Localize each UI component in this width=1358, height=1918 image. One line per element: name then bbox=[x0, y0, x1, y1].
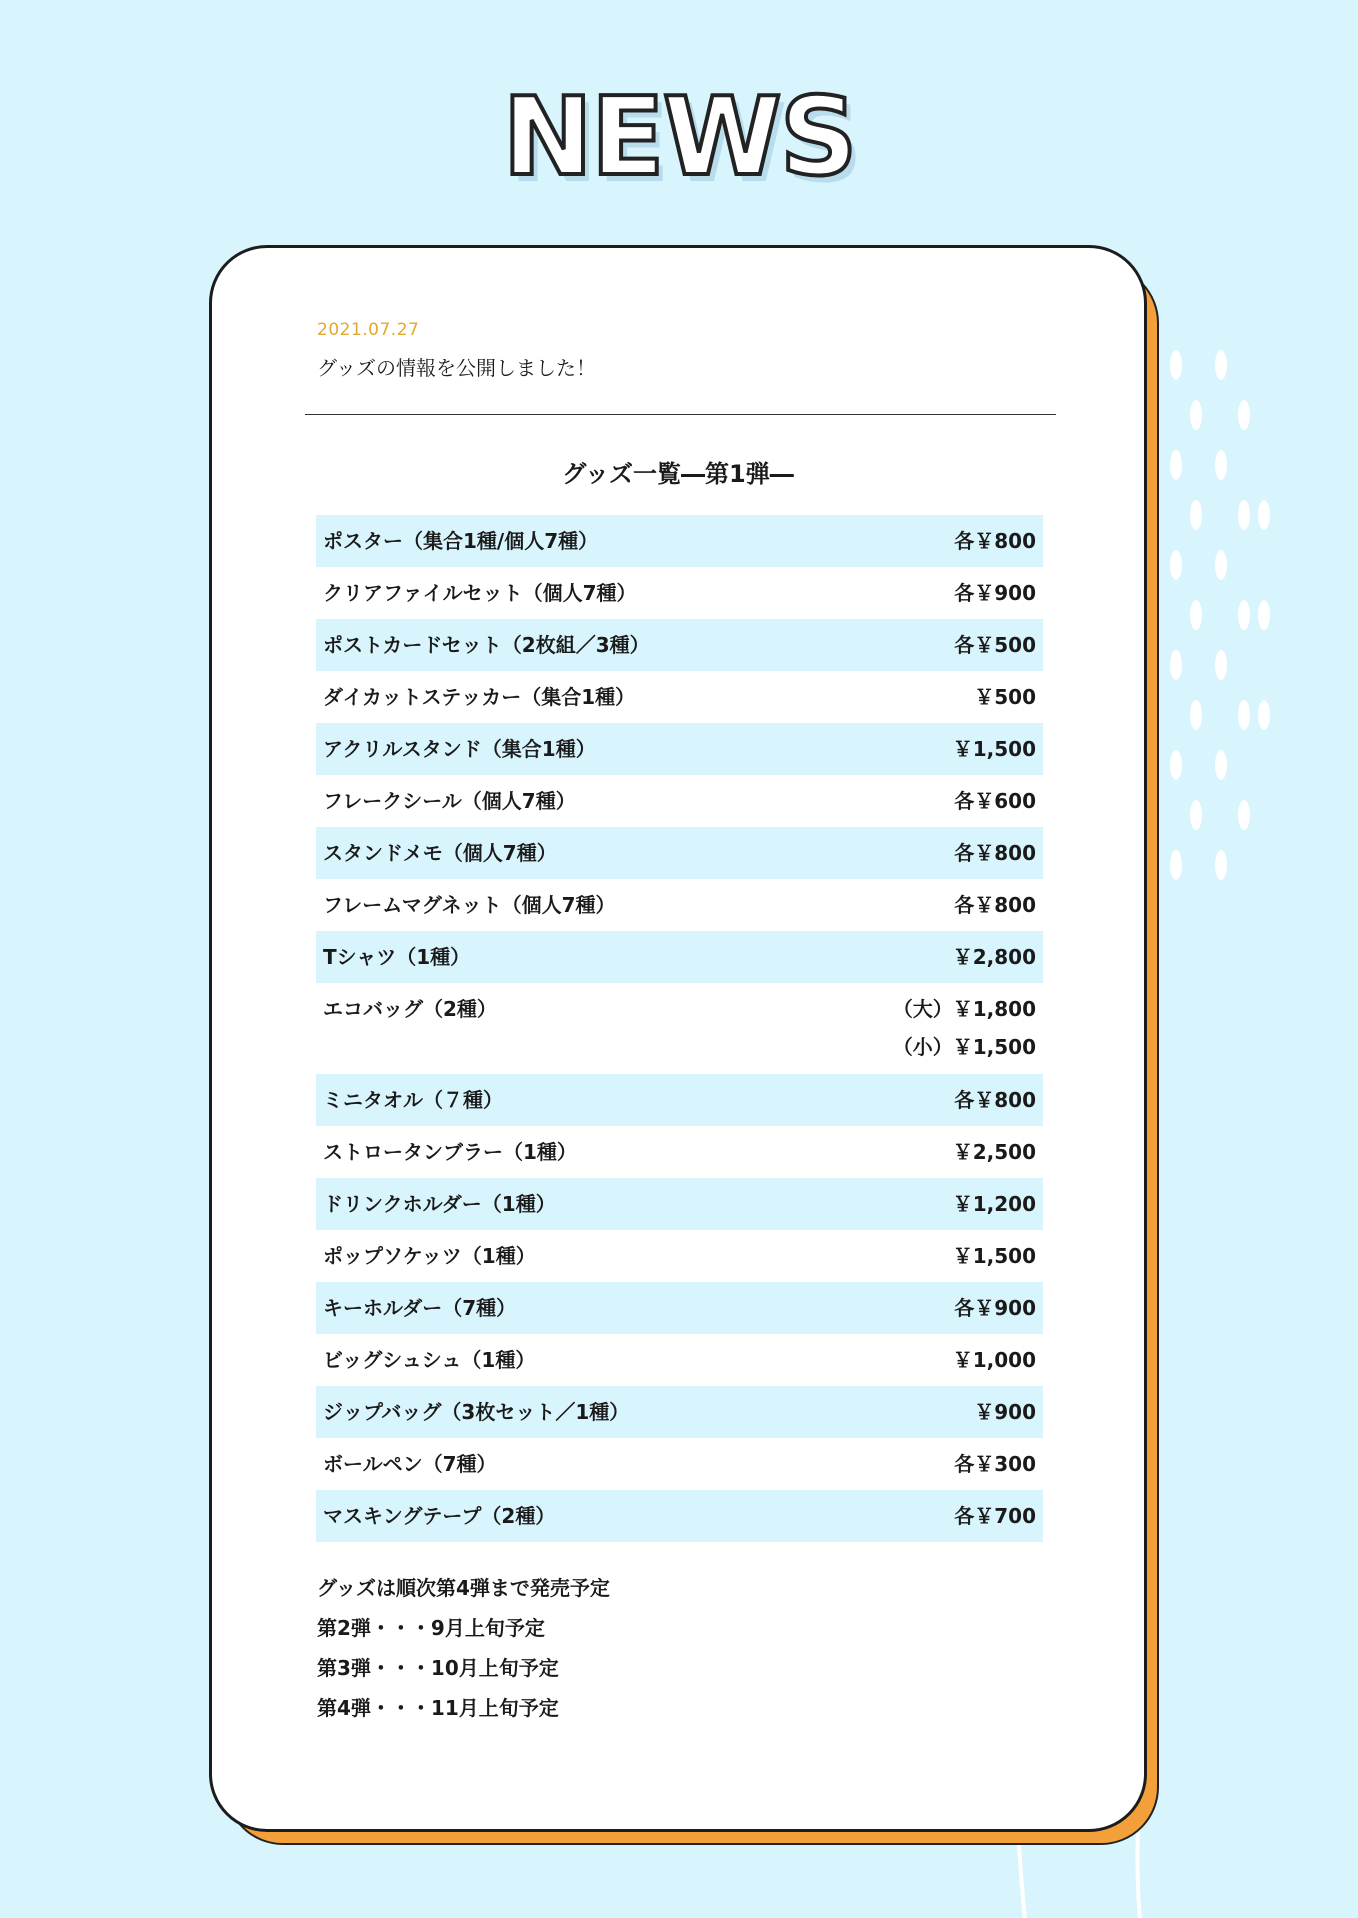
goods-price bbox=[954, 619, 1036, 671]
goods-row bbox=[316, 619, 1043, 671]
goods-name: スタンドメモ（個人7種） bbox=[323, 841, 557, 865]
goods-price bbox=[953, 1230, 1036, 1282]
goods-row bbox=[316, 1282, 1043, 1334]
goods-price-line: ￥1,000 bbox=[952, 1348, 1036, 1372]
decorative-dot bbox=[1215, 550, 1227, 580]
goods-row bbox=[316, 1490, 1043, 1542]
decorative-dot bbox=[1215, 750, 1227, 780]
decorative-dot bbox=[1190, 500, 1202, 530]
goods-name: ジップバッグ（3枚セット／1種） bbox=[323, 1400, 630, 1424]
goods-price bbox=[974, 1386, 1036, 1438]
goods-price-line: 各￥800 bbox=[954, 529, 1036, 553]
goods-price bbox=[893, 983, 1036, 1061]
goods-row bbox=[316, 1438, 1043, 1490]
goods-row bbox=[316, 515, 1043, 567]
goods-price-line: 各￥300 bbox=[954, 1452, 1036, 1476]
goods-name: マスキングテープ（2種） bbox=[323, 1504, 556, 1528]
goods-price bbox=[953, 1126, 1036, 1178]
goods-row bbox=[316, 1178, 1043, 1230]
decorative-dot bbox=[1238, 600, 1250, 630]
note-line: 第4弾・・・11月上旬予定 bbox=[317, 1696, 559, 1720]
note-line: 第2弾・・・9月上旬予定 bbox=[317, 1616, 545, 1640]
goods-row bbox=[316, 1334, 1043, 1386]
note-line: グッズは順次第4弾まで発売予定 bbox=[317, 1576, 610, 1600]
goods-price-line: 各￥800 bbox=[954, 893, 1036, 917]
goods-price-line: 各￥800 bbox=[954, 1088, 1036, 1112]
decorative-dot bbox=[1170, 550, 1182, 580]
goods-price-line: 各￥800 bbox=[954, 841, 1036, 865]
goods-price-line: （小）￥1,500 bbox=[892, 1035, 1036, 1059]
goods-price bbox=[954, 879, 1036, 931]
release-notes bbox=[317, 1568, 610, 1728]
goods-row bbox=[316, 723, 1043, 775]
goods-price-line: ￥2,800 bbox=[952, 945, 1036, 969]
decorative-dot bbox=[1215, 450, 1227, 480]
decorative-dot bbox=[1238, 700, 1250, 730]
goods-name: ストロータンブラー（1種） bbox=[323, 1140, 577, 1164]
decorative-dots bbox=[1150, 330, 1270, 890]
goods-price bbox=[974, 671, 1036, 723]
decorative-dot bbox=[1170, 750, 1182, 780]
decorative-dot bbox=[1190, 400, 1202, 430]
page-title: NEWS bbox=[502, 75, 856, 200]
decorative-dot bbox=[1238, 800, 1250, 830]
decorative-dot bbox=[1238, 400, 1250, 430]
decorative-dot bbox=[1215, 350, 1227, 380]
decorative-dot bbox=[1238, 500, 1250, 530]
goods-price-line: （大）￥1,800 bbox=[892, 997, 1036, 1021]
goods-name: ダイカットステッカー（集合1種） bbox=[323, 685, 636, 709]
goods-row bbox=[316, 1126, 1043, 1178]
goods-price bbox=[954, 515, 1036, 567]
decorative-dot bbox=[1190, 700, 1202, 730]
goods-price bbox=[954, 1074, 1036, 1126]
goods-row bbox=[316, 827, 1043, 879]
goods-name: ボールペン（7種） bbox=[323, 1452, 497, 1476]
goods-name: ポスター（集合1種/個人7種） bbox=[323, 529, 599, 553]
goods-name: ミニタオル（７種） bbox=[323, 1088, 503, 1112]
goods-price bbox=[954, 1282, 1036, 1334]
note-line: 第3弾・・・10月上旬予定 bbox=[317, 1656, 559, 1680]
goods-row bbox=[316, 931, 1043, 983]
decorative-dot bbox=[1258, 700, 1270, 730]
decorative-dot bbox=[1170, 650, 1182, 680]
goods-price bbox=[954, 1490, 1036, 1542]
news-date: 2021.07.27 bbox=[317, 320, 420, 340]
goods-name: エコバッグ（2種） bbox=[323, 997, 497, 1021]
goods-price-line: 各￥900 bbox=[954, 1296, 1036, 1320]
decorative-dot bbox=[1258, 500, 1270, 530]
goods-price bbox=[954, 827, 1036, 879]
decorative-dot bbox=[1258, 600, 1270, 630]
goods-price-line: ￥1,500 bbox=[952, 737, 1036, 761]
goods-row bbox=[316, 879, 1043, 931]
goods-name: キーホルダー（7種） bbox=[323, 1296, 517, 1320]
goods-price bbox=[953, 1334, 1036, 1386]
decorative-dot bbox=[1170, 350, 1182, 380]
goods-name: ドリンクホルダー（1種） bbox=[323, 1192, 556, 1216]
goods-list-title: グッズ一覧―第1弾― bbox=[562, 460, 794, 488]
goods-name: ビッグシュシュ（1種） bbox=[323, 1348, 536, 1372]
goods-price bbox=[953, 723, 1036, 775]
news-card bbox=[209, 245, 1147, 1832]
goods-price-line: 各￥900 bbox=[954, 581, 1036, 605]
goods-row bbox=[316, 671, 1043, 723]
goods-name: Tシャツ（1種） bbox=[323, 945, 471, 969]
goods-row bbox=[316, 1074, 1043, 1126]
goods-price-line: ￥2,500 bbox=[952, 1140, 1036, 1164]
goods-row bbox=[316, 1386, 1043, 1438]
goods-name: フレークシール（個人7種） bbox=[323, 789, 576, 813]
goods-price-line: 各￥500 bbox=[954, 633, 1036, 657]
decorative-dot bbox=[1215, 850, 1227, 880]
goods-price bbox=[954, 567, 1036, 619]
goods-price-line: ￥900 bbox=[974, 1400, 1036, 1424]
decorative-dot bbox=[1190, 600, 1202, 630]
goods-name: クリアファイルセット（個人7種） bbox=[323, 581, 637, 605]
goods-row bbox=[316, 983, 1043, 1074]
goods-name: ポップソケッツ（1種） bbox=[323, 1244, 536, 1268]
goods-price bbox=[954, 775, 1036, 827]
divider bbox=[305, 414, 1056, 415]
goods-price-line: ￥500 bbox=[974, 685, 1036, 709]
decorative-dot bbox=[1190, 800, 1202, 830]
goods-price bbox=[953, 931, 1036, 983]
decorative-dot bbox=[1170, 850, 1182, 880]
goods-price-line: ￥1,200 bbox=[952, 1192, 1036, 1216]
goods-row bbox=[316, 567, 1043, 619]
goods-row bbox=[316, 775, 1043, 827]
news-headline: グッズの情報を公開しました！ bbox=[317, 356, 596, 380]
decorative-dot bbox=[1215, 650, 1227, 680]
goods-price bbox=[953, 1178, 1036, 1230]
goods-name: ポストカードセット（2枚組／3種） bbox=[323, 633, 650, 657]
goods-name: アクリルスタンド（集合1種） bbox=[323, 737, 596, 761]
goods-name: フレームマグネット（個人7種） bbox=[323, 893, 616, 917]
goods-price bbox=[954, 1438, 1036, 1490]
decorative-dot bbox=[1170, 450, 1182, 480]
goods-price-line: ￥1,500 bbox=[952, 1244, 1036, 1268]
goods-row bbox=[316, 1230, 1043, 1282]
goods-list bbox=[316, 515, 1043, 1542]
goods-price-line: 各￥600 bbox=[954, 789, 1036, 813]
goods-price-line: 各￥700 bbox=[954, 1504, 1036, 1528]
